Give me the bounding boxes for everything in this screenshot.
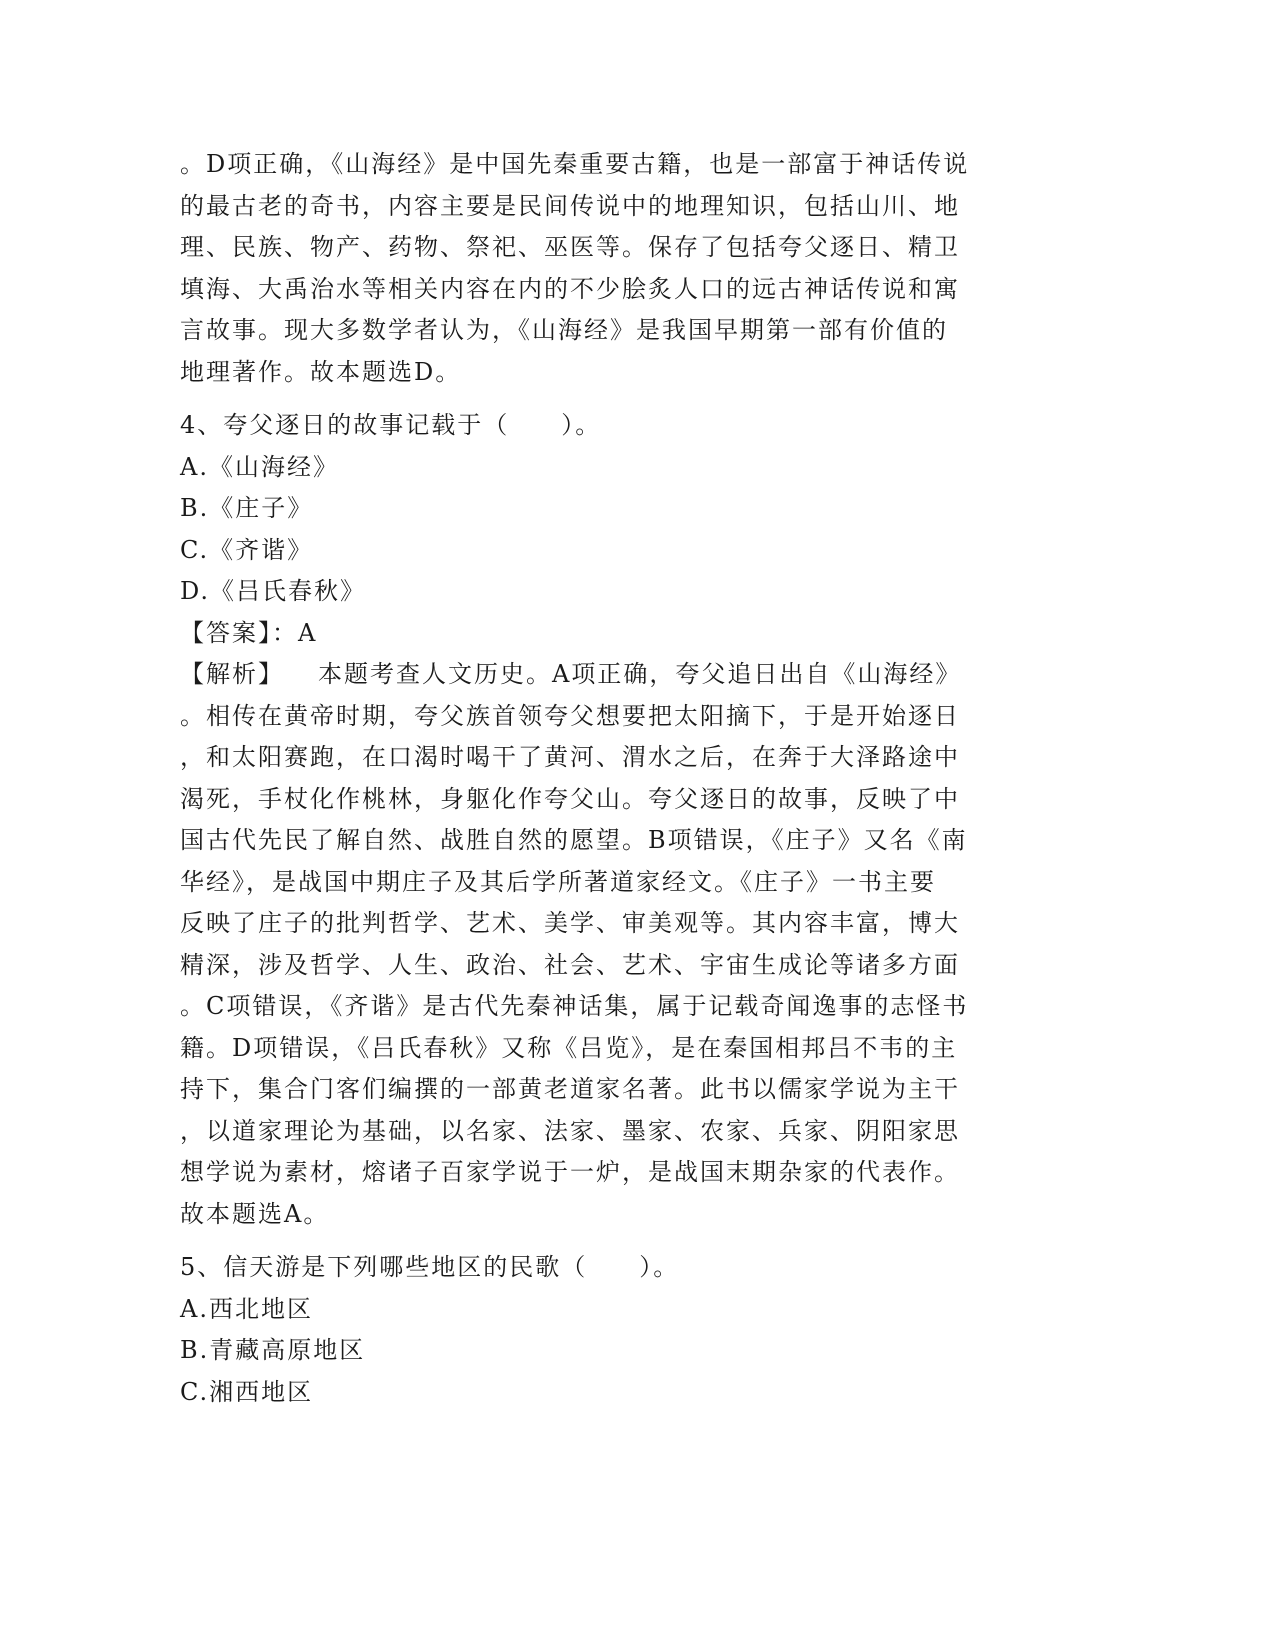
text-line: 华经》，是战国中期庄子及其后学所著道家经文。《庄子》一书主要 (180, 867, 936, 896)
text-line: ，和太阳赛跑，在口渴时喝干了黄河、渭水之后，在奔于大泽路途中 (180, 743, 960, 771)
analysis-label: 【解析】 (180, 660, 284, 688)
text-line: 反映了庄子的批判哲学、艺术、美学、审美观等。其内容丰富，博大 (180, 909, 960, 937)
text-line: 持下，集合门客们编撰的一部黄老道家名著。此书以儒家学说为主干 (180, 1075, 960, 1103)
option-a: A.《山海经》 (180, 452, 339, 481)
text-line: 地理著作。故本题选D。 (180, 357, 462, 386)
answer-value: A (298, 618, 318, 647)
text-line: 国古代先民了解自然、战胜自然的愿望。B项错误，《庄子》又名《南 (180, 826, 968, 854)
text-line: 。D项正确，《山海经》是中国先秦重要古籍，也是一部富于神话传说 (180, 150, 970, 178)
analysis-text: 本题考查人文历史。A项正确，夸父追日出自《山海经》 (318, 660, 962, 688)
text-line: 理、民族、物产、药物、祭祀、巫医等。保存了包括夸父逐日、精卫 (180, 233, 960, 261)
text-line: ，以道家理论为基础，以名家、法家、墨家、农家、兵家、阴阳家思 (180, 1116, 960, 1145)
text-line: 。C项错误，《齐谐》是古代先秦神话集，属于记载奇闻逸事的志怪书 (180, 992, 969, 1020)
option-d: D.《吕氏春秋》 (180, 577, 367, 605)
text-line: 。相传在黄帝时期，夸父族首领夸父想要把太阳摘下，于是开始逐日 (180, 701, 960, 730)
analysis-block (180, 654, 1040, 1235)
text-line: 言故事。现大多数学者认为，《山海经》是我国早期第一部有价值的 (180, 316, 948, 344)
text-line: 渴死，手杖化作桃林，身躯化作夸父山。夸父逐日的故事，反映了中 (180, 784, 960, 813)
text-line: 精深，涉及哲学、人生、政治、社会、艺术、宇宙生成论等诸多方面 (180, 950, 960, 979)
option-a: A.西北地区 (180, 1294, 313, 1323)
previous-analysis-continuation (180, 144, 1040, 393)
text-line: 填海、大禹治水等相关内容在内的不少脍炙人口的远古神话传说和寓 (180, 274, 960, 303)
document-page (180, 144, 1040, 1413)
question-stem: 5、信天游是下列哪些地区的民歌（ ）。 (180, 1253, 680, 1281)
option-c: C.《齐谐》 (180, 535, 314, 564)
option-b: B.《庄子》 (180, 494, 314, 522)
option-b: B.青藏高原地区 (180, 1336, 366, 1364)
question-stem: 4、夸父逐日的故事记载于（ ）。 (180, 411, 602, 439)
answer-line (180, 613, 1040, 655)
text-line: 籍。D项错误，《吕氏春秋》又称《吕览》，是在秦国相邦吕不韦的主 (180, 1033, 958, 1062)
answer-label: 【答案】： (180, 618, 298, 647)
question-5 (180, 1247, 1040, 1413)
analysis-first-line (180, 654, 1040, 696)
option-c: C.湘西地区 (180, 1377, 314, 1406)
text-line: 想学说为素材，熔诸子百家学说于一炉，是战国末期杂家的代表作。 (180, 1158, 960, 1186)
question-4 (180, 405, 1040, 1235)
text-line: 的最古老的奇书，内容主要是民间传说中的地理知识，包括山川、地 (180, 191, 960, 220)
text-line: 故本题选A。 (180, 1199, 330, 1228)
